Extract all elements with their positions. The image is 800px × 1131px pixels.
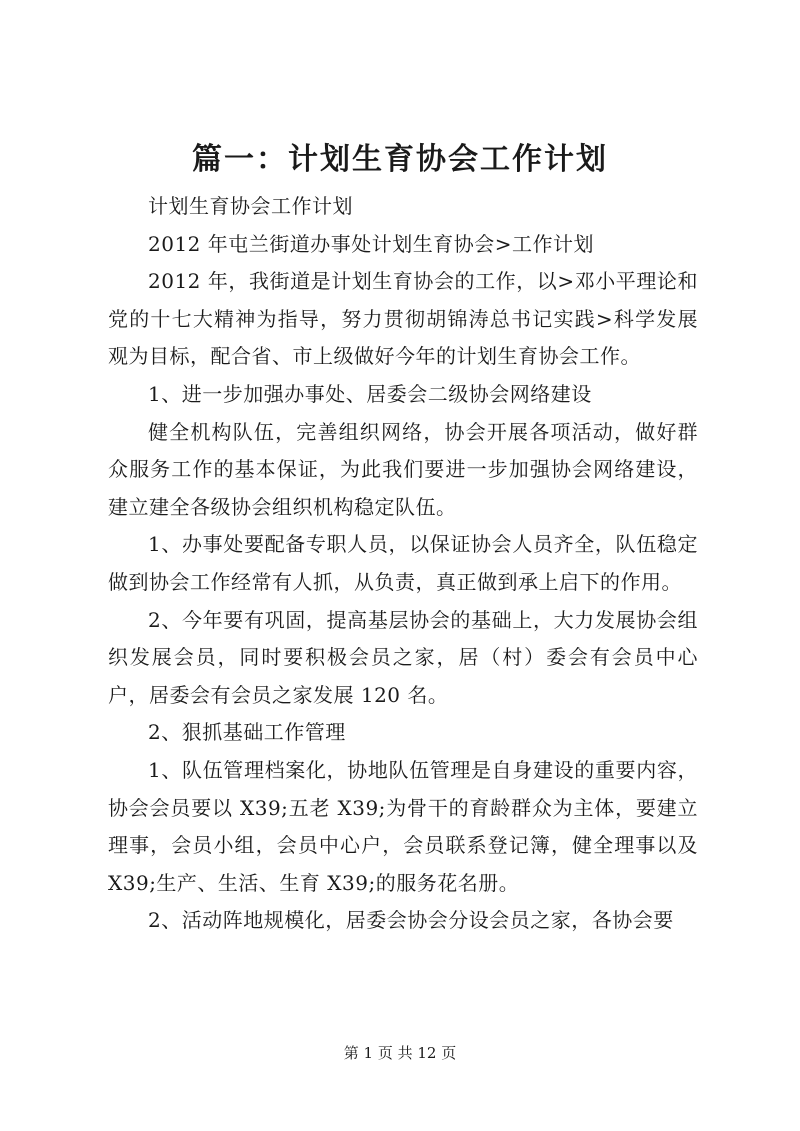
document-title: 篇一：计划生育协会工作计划 [192,142,608,177]
document-body [108,188,698,940]
paragraph: 1、队伍管理档案化，协地队伍管理是自身建设的重要内容，协会会员要以 X39;五老 X39;为骨干的育龄群众为主体，要建立理事，会员小组，会员中心户，会员联系登记簿，健全理事以及 X39;生产、生活、生育 X39;的服务花名册。 [108,757,698,895]
section-heading: 1、进一步加强办事处、居委会二级协会网络建设 [148,381,592,406]
paragraph: 1、办事处要配备专职人员，以保证协会人员齐全，队伍稳定做到协会工作经常有人抓，从负责，真正做到承上启下的作用。 [108,532,698,594]
page-footer: 第 1 页 共 12 页 [343,1044,457,1062]
paragraph: 2、今年要有巩固，提高基层协会的基础上，大力发展协会组织发展会员，同时要积极会员之家，居（村）委会有会员中心户，居委会有会员之家发展 120 名。 [108,607,698,707]
paragraph: 计划生育协会工作计划 [148,194,353,218]
section-heading: 2、狠抓基础工作管理 [148,720,346,745]
paragraph: 健全机构队伍，完善组织网络，协会开展各项活动，做好群众服务工作的基本保证，为此我们要进一步加强协会网络建设，建立建全各级协会组织机构稳定队伍。 [108,419,698,519]
paragraph: 2、活动阵地规模化，居委会协会分设会员之家，各协会要 [148,908,674,933]
paragraph: 2012 年，我街道是计划生育协会的工作，以>邓小平理论和党的十七大精神为指导，努力贯彻胡锦涛总书记实践>科学发展观为目标，配合省、市上级做好今年的计划生育协会工作。 [108,269,698,369]
paragraph: 2012 年屯兰街道办事处计划生育协会>工作计划 [148,231,595,256]
